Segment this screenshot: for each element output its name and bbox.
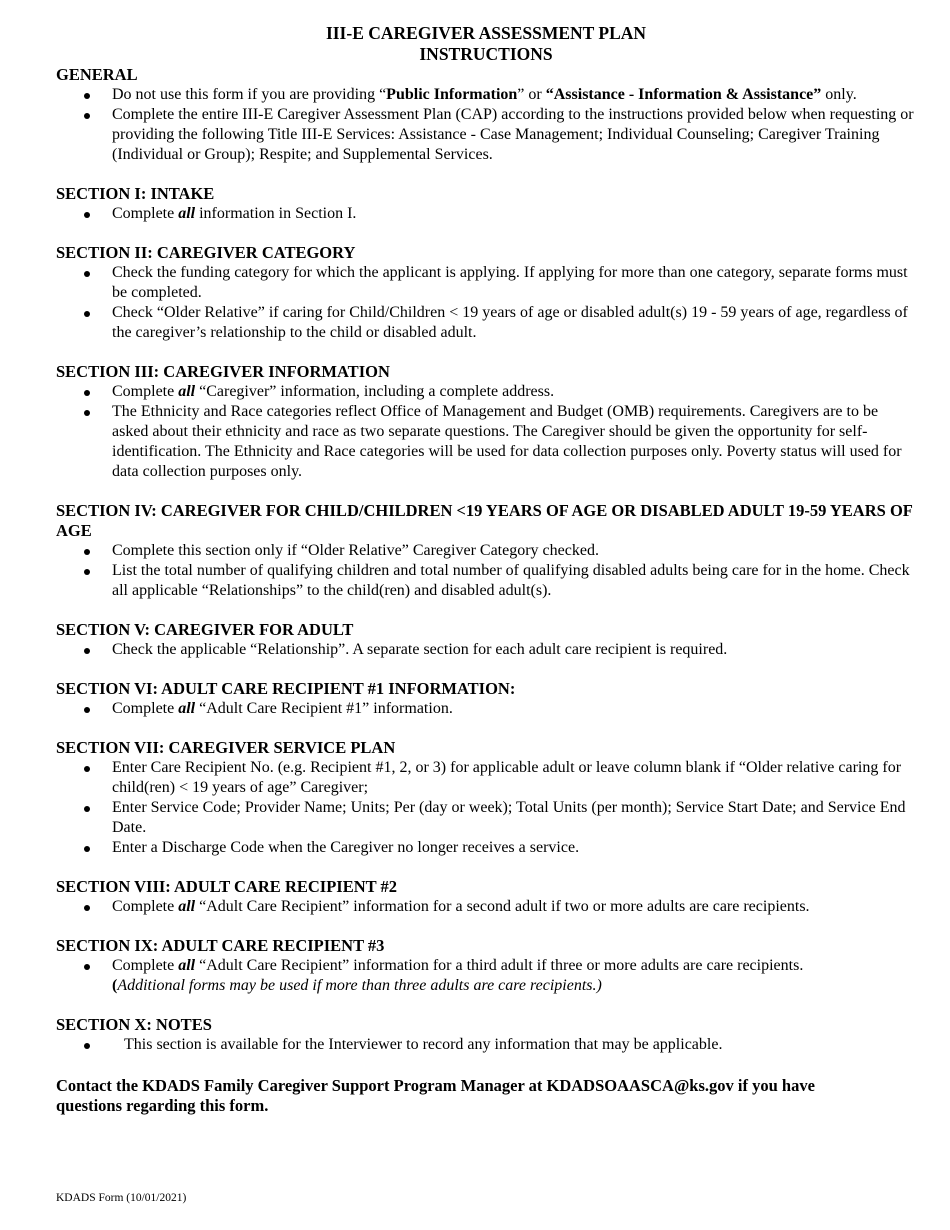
section-2-bullet-1: Check the funding category for which the applicant is applying. If applying for more than one category, separate forms must be completed.: [56, 263, 916, 303]
bullet-icon: [84, 212, 90, 218]
form-footer: KDADS Form (10/01/2021): [56, 1192, 187, 1204]
section-3-bullet-1: Complete all “Caregiver” information, including a complete address.: [56, 382, 916, 402]
section-4-bullet-1: Complete this section only if “Older Relative” Caregiver Category checked.: [56, 541, 916, 561]
bullet-icon: [84, 707, 90, 713]
bullet-icon: [84, 806, 90, 812]
section-6-bullet-1: Complete all “Adult Care Recipient #1” information.: [56, 699, 916, 719]
section-4-list: [56, 541, 916, 601]
section-1-bullet-1: Complete all information in Section I.: [56, 204, 916, 224]
section-7-bullet-1: Enter Care Recipient No. (e.g. Recipient #1, 2, or 3) for applicable adult or leave column blank if “Older relative caring for child(ren) < 19 years of age” Caregiver;: [56, 758, 916, 798]
section-1-list: [56, 204, 916, 224]
section-10-list: [56, 1035, 916, 1055]
bullet-icon: [84, 766, 90, 772]
general-list: [56, 85, 916, 165]
section-2-list: [56, 263, 916, 343]
section-9-bullet-1: Complete all “Adult Care Recipient” information for a third adult if three or more adults are care recipients. (Additional forms may be used if more than three adults are care recipients.): [56, 956, 916, 996]
bullet-icon: [84, 569, 90, 575]
section-8-heading: SECTION VIII: ADULT CARE RECIPIENT #2: [56, 877, 397, 896]
bullet-icon: [84, 271, 90, 277]
bullet-icon: [84, 311, 90, 317]
section-8-bullet-1: Complete all “Adult Care Recipient” information for a second adult if two or more adults are care recipients.: [56, 897, 916, 917]
bullet-icon: [84, 964, 90, 970]
section-9-list: [56, 956, 916, 996]
section-2-heading: SECTION II: CAREGIVER CATEGORY: [56, 243, 356, 262]
section-6-heading: SECTION VI: ADULT CARE RECIPIENT #1 INFORMATION:: [56, 679, 516, 698]
bullet-icon: [84, 846, 90, 852]
section-3-list: [56, 382, 916, 482]
section-3-heading: SECTION III: CAREGIVER INFORMATION: [56, 362, 390, 381]
section-4-bullet-2: List the total number of qualifying children and total number of qualifying disabled adults being care for in the home. Check all applicable “Relationships” to the child(ren) and disabled adult(s).: [56, 561, 916, 601]
title-line-2: INSTRUCTIONS: [419, 44, 553, 64]
instructions-page: [56, 23, 916, 1116]
document-title: [56, 23, 916, 65]
section-5-heading: SECTION V: CAREGIVER FOR ADULT: [56, 620, 354, 639]
section-7-list: [56, 758, 916, 858]
bullet-icon: [84, 905, 90, 911]
section-5-list: [56, 640, 916, 660]
section-2-bullet-2: Check “Older Relative” if caring for Child/Children < 19 years of age or disabled adult(s) 19 - 59 years of age, regardless of the caregiver’s relationship to the child or disabled adult.: [56, 303, 916, 343]
section-7-bullet-2: Enter Service Code; Provider Name; Units; Per (day or week); Total Units (per month); Service Start Date; and Service End Date.: [56, 798, 916, 838]
contact-note: Contact the KDADS Family Caregiver Support Program Manager at KDADSOAASCA@ks.gov if you have questions regarding this form.: [56, 1076, 815, 1115]
section-3-bullet-2: The Ethnicity and Race categories reflect Office of Management and Budget (OMB) requirements. Caregivers are to be asked about their ethnicity and race as two separate questions. The Caregiver should be given the opportunity for self-identification. The Ethnicity and Race categories will be used for data collection purposes only. Poverty status will used for data collection purposes only.: [56, 402, 916, 482]
section-10-heading: SECTION X: NOTES: [56, 1015, 212, 1034]
section-10-bullet-1: This section is available for the Interviewer to record any information that may be applicable.: [56, 1035, 916, 1055]
section-7-bullet-3: Enter a Discharge Code when the Caregiver no longer receives a service.: [56, 838, 916, 858]
section-4-heading: SECTION IV: CAREGIVER FOR CHILD/CHILDREN <19 YEARS OF AGE OR DISABLED ADULT 19-59 YEARS OF AGE: [56, 501, 913, 540]
section-9-heading: SECTION IX: ADULT CARE RECIPIENT #3: [56, 936, 385, 955]
section-8-list: [56, 897, 916, 917]
section-1-heading: SECTION I: INTAKE: [56, 184, 215, 203]
bullet-icon: [84, 410, 90, 416]
section-6-list: [56, 699, 916, 719]
bullet-icon: [84, 1043, 90, 1049]
bullet-icon: [84, 390, 90, 396]
section-7-heading: SECTION VII: CAREGIVER SERVICE PLAN: [56, 738, 396, 757]
general-heading: GENERAL: [56, 65, 138, 84]
general-bullet-2: Complete the entire III-E Caregiver Assessment Plan (CAP) according to the instructions provided below when requesting or providing the following Title III-E Services: Assistance - Case Management; Individual Counseling; Caregiver Training (Individual or Group); Respite; and Supplemental Services.: [56, 105, 916, 165]
bullet-icon: [84, 549, 90, 555]
section-5-bullet-1: Check the applicable “Relationship”. A separate section for each adult care recipient is required.: [56, 640, 916, 660]
bullet-icon: [84, 648, 90, 654]
bullet-icon: [84, 113, 90, 119]
bullet-icon: [84, 93, 90, 99]
title-line-1: III-E CAREGIVER ASSESSMENT PLAN: [325, 23, 647, 43]
general-bullet-1: Do not use this form if you are providing “Public Information” or “Assistance - Information & Assistance” only.: [56, 85, 916, 105]
